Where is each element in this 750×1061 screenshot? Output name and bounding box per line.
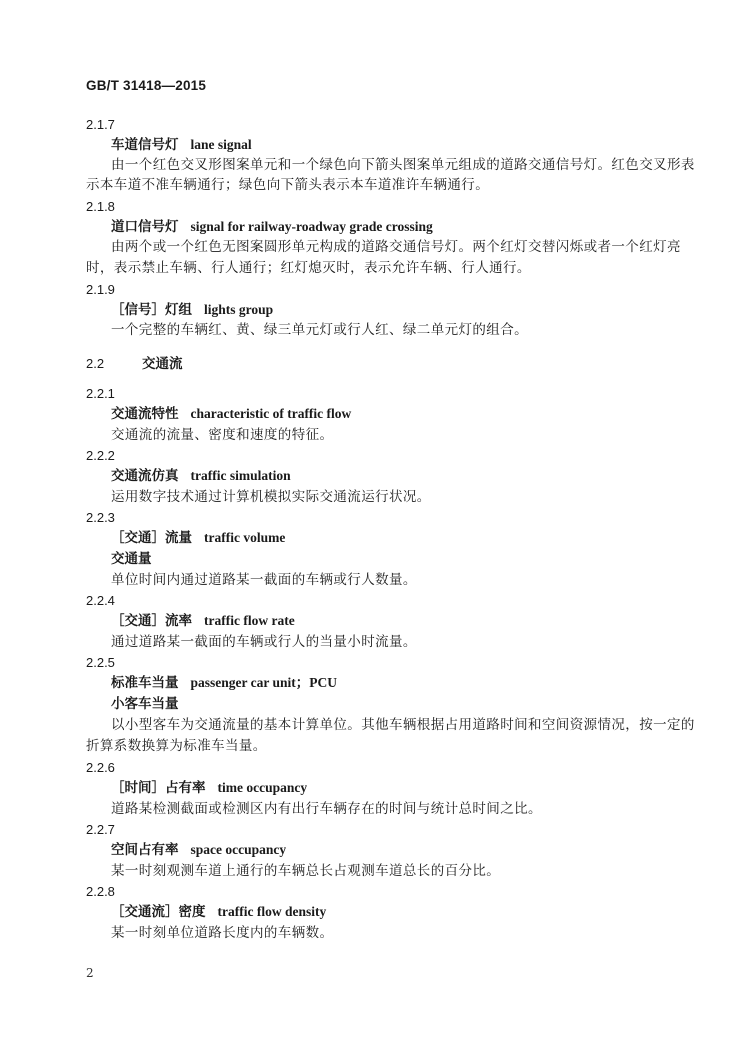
clause-number: 2.2.1: [86, 386, 115, 401]
term-heading: [111, 778, 307, 798]
clause-2-2-6: [0, 758, 750, 778]
clause-2-2-7: [0, 820, 750, 840]
clause-number: 2.2.8: [86, 884, 115, 899]
term-zh: ［交通］流率: [111, 613, 192, 629]
page-number: 2: [86, 966, 94, 980]
term-en: traffic simulation: [190, 468, 291, 483]
term-en: time occupancy: [217, 780, 308, 795]
term-zh: 道口信号灯: [111, 219, 179, 235]
term-heading: [111, 300, 273, 320]
term-heading: [111, 217, 433, 237]
definition-line: 一个完整的车辆红、黄、绿三单元灯或行人红、绿二单元灯的组合。: [111, 322, 528, 338]
term-heading: [111, 902, 326, 922]
section-number: 2.2: [86, 356, 105, 371]
term-zh: ［时间］占有率: [111, 780, 206, 796]
clause-number: 2.1.8: [86, 199, 115, 214]
term-en: lane signal: [190, 137, 252, 152]
definition-line: 折算系数换算为标准车当量。: [86, 738, 267, 754]
term-zh: ［交通］流量: [111, 530, 192, 546]
definition-line: 单位时间内通过道路某一截面的车辆或行人数量。: [111, 572, 417, 588]
clause-number: 2.2.6: [86, 760, 115, 775]
standard-code: GB/T 31418—2015: [86, 78, 207, 93]
clause-number: 2.2.7: [86, 822, 115, 837]
term-zh: 交通流仿真: [111, 468, 179, 484]
clause-2-2-1: [0, 384, 750, 404]
term-zh: 空间占有率: [111, 842, 179, 858]
clause-number: 2.2.5: [86, 655, 115, 670]
definition-line: 某一时刻观测车道上通行的车辆总长占观测车道总长的百分比。: [111, 863, 501, 879]
term-heading: [111, 840, 286, 860]
definition-line: 交通流的流量、密度和速度的特征。: [111, 427, 334, 443]
clause-2-2-3: [0, 508, 750, 528]
term-heading: [111, 466, 291, 486]
definition-line: 运用数字技术通过计算机模拟实际交通流运行状况。: [111, 489, 431, 505]
clause-2-2-5: [0, 653, 750, 673]
definition-line: 由两个或一个红色无图案圆形单元构成的道路交通信号灯。两个红灯交替闪烁或者一个红灯亮: [111, 239, 681, 255]
term-alternative: [111, 549, 152, 569]
term-heading: [111, 404, 351, 424]
term-en: traffic flow density: [217, 904, 327, 919]
term-zh: 交通流特性: [111, 406, 179, 422]
clause-2-2-2: [0, 446, 750, 466]
clause-2-1-8: [0, 197, 750, 217]
term-en: passenger car unit；PCU: [190, 675, 338, 690]
term-zh: 标准车当量: [111, 675, 179, 691]
term-heading: [111, 135, 252, 155]
clause-2-1-9: [0, 280, 750, 300]
term-en: traffic volume: [204, 530, 286, 545]
clause-2-2-4: [0, 591, 750, 611]
term-heading: [111, 528, 285, 548]
clause-2-1-7: [0, 115, 750, 135]
term-zh: ［信号］灯组: [111, 302, 192, 318]
clause-number: 2.2.3: [86, 510, 115, 525]
definition-line: 道路某检测截面或检测区内有出行车辆存在的时间与统计总时间之比。: [111, 801, 542, 817]
term-en: lights group: [204, 302, 274, 317]
definition-line: 示本车道不准车辆通行；绿色向下箭头表示本车道准许车辆通行。: [86, 177, 490, 193]
term-alt-zh: 小客车当量: [111, 696, 179, 712]
term-heading: [111, 673, 337, 693]
term-zh: 车道信号灯: [111, 137, 179, 153]
clause-number: 2.1.9: [86, 282, 115, 297]
clause-number: 2.1.7: [86, 117, 115, 132]
definition-line: 通过道路某一截面的车辆或行人的当量小时流量。: [111, 634, 417, 650]
section-title: 交通流: [142, 356, 183, 372]
section-heading: [0, 354, 750, 374]
definition-line: 以小型客车为交通流量的基本计算单位。其他车辆根据占用道路时间和空间资源情况，按一定的: [111, 717, 695, 733]
term-zh: ［交通流］密度: [111, 904, 206, 920]
clause-number: 2.2.4: [86, 593, 115, 608]
clause-number: 2.2.2: [86, 448, 115, 463]
term-en: traffic flow rate: [204, 613, 295, 628]
term-en: characteristic of traffic flow: [190, 406, 352, 421]
definition-line: 由一个红色交叉形图案单元和一个绿色向下箭头图案单元组成的道路交通信号灯。红色交叉形表: [111, 157, 695, 173]
term-heading: [111, 611, 295, 631]
term-alt-zh: 交通量: [111, 551, 152, 567]
definition-line: 时，表示禁止车辆、行人通行；红灯熄灭时，表示允许车辆、行人通行。: [86, 260, 531, 276]
definition-line: 某一时刻单位道路长度内的车辆数。: [111, 925, 334, 941]
term-alternative: [111, 694, 179, 714]
term-en: space occupancy: [190, 842, 287, 857]
term-en: signal for railway-roadway grade crossing: [190, 219, 433, 234]
clause-2-2-8: [0, 882, 750, 902]
